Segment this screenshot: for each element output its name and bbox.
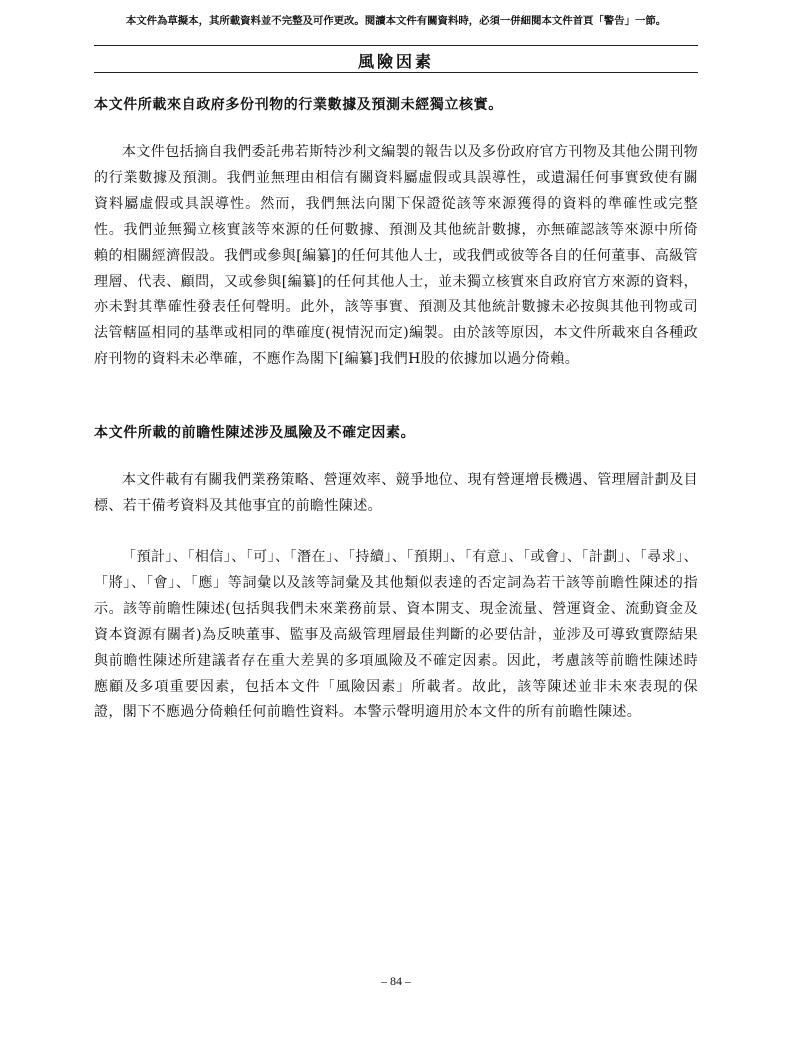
section-title-rule [94, 72, 698, 73]
risk-heading-forward-looking: 本文件所載的前瞻性陳述涉及風險及不確定因素。 [94, 425, 416, 441]
paragraph-forward-looking-intro: 本文件載有有關我們業務策略、營運效率、競爭地位、現有營運增長機遇、管理層計劃及目標、若干備考資料及其他事宜的前瞻性陳述。 [94, 472, 698, 514]
page-number: – 84 – [381, 974, 411, 988]
header-rule [94, 45, 698, 46]
risk-heading-industry-data: 本文件所載來自政府多份刊物的行業數據及預測未經獨立核實。 [94, 97, 503, 113]
paragraph-forward-looking-terms: 「預計」、「相信」、「可」、「潛在」、「持續」、「預期」、「有意」、「或會」、「計劃」、「尋求」、「將」、「會」、「應」等詞彙以及該等詞彙及其他類似表達的否定詞為若干該等前瞻性陳述的指示。該等前瞻性陳述(包括與我們未來業務前景、資本開支、現金流量、營運資金、流動資金及資本資源有關者)為反映董事、監事及高級管理層最佳判斷的必要估計，並涉及可導致實際結果與前瞻性陳述所建議者存在重大差異的多項風險及不確定因素。因此，考慮該等前瞻性陳述時應顧及多項重要因素，包括本文件「風險因素」所載者。故此，該等陳述並非未來表現的保證，閣下不應過分倚賴任何前瞻性資料。本警示聲明適用於本文件的所有前瞻性陳述。 [94, 549, 698, 721]
paragraph-industry-data: 本文件包括摘自我們委託弗若斯特沙利文編製的報告以及多份政府官方刊物及其他公開刊物的行業數據及預測。我們並無理由相信有關資料屬虛假或具誤導性，或遺漏任何事實致使有關資料屬虛假或具誤導性。然而，我們無法向閣下保證從該等來源獲得的資料的準確性或完整性。我們並無獨立核實該等來源的任何數據、預測及其他統計數據，亦無確認該等來源中所倚賴的相關經濟假設。我們或參與[編纂]的任何其他人士，或我們或彼等各自的任何董事、高級管理層、代表、顧問，又或參與[編纂]的任何其他人士，並未獨立核實來自政府官方來源的資料，亦未對其準確性發表任何聲明。此外，該等事實、預測及其他統計數據未必按與其他刊物或司法管轄區相同的基準或相同的準確度(視情況而定)編製。由於該等原因，本文件所載來自各種政府刊物的資料未必準確，不應作為閣下[編纂]我們H股的依據加以過分倚賴。 [94, 144, 698, 368]
section-title: 風險因素 [357, 52, 434, 71]
draft-warning-notice: 本文件為草擬本，其所載資料並不完整及可作更改。閱讀本文件有關資料時，必須一併細閱本文件首頁「警告」一節。 [125, 15, 667, 27]
